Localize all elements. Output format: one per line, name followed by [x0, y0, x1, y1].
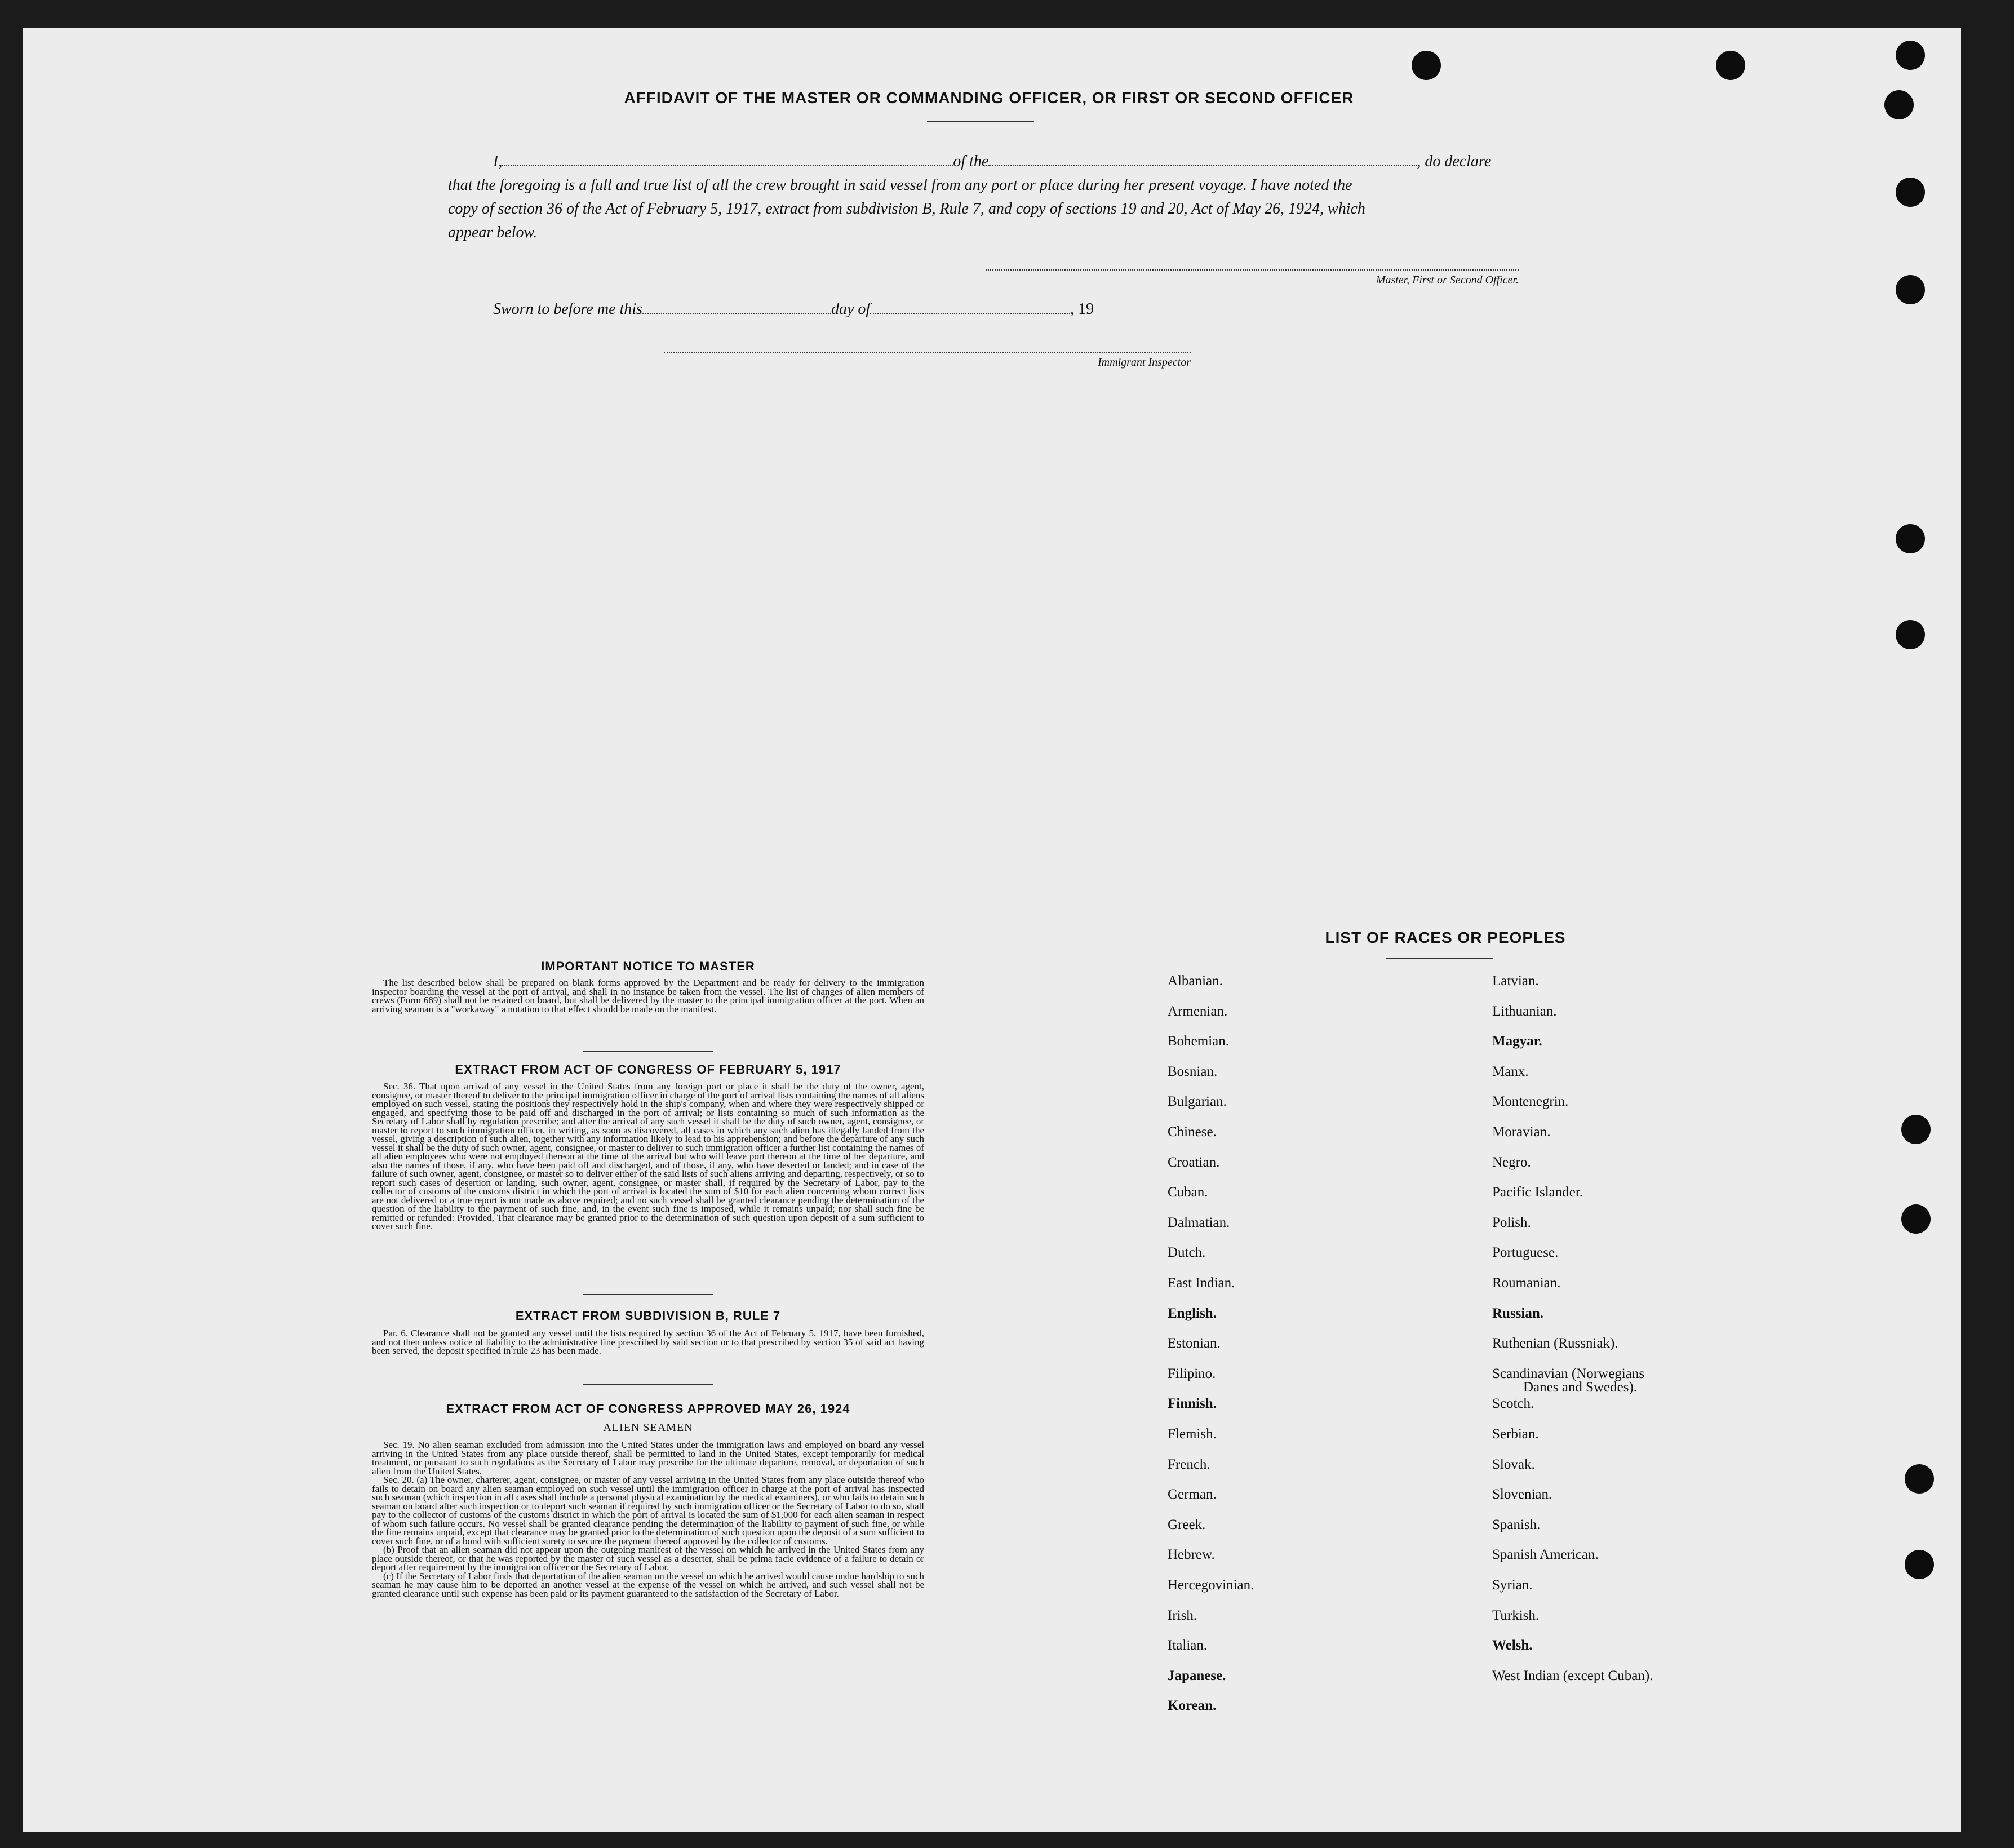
race-item: Spanish American.: [1492, 1547, 1599, 1563]
year-label: , 19: [1070, 300, 1094, 318]
extract-rule7-text: [372, 1329, 924, 1355]
race-item: Portuguese.: [1492, 1245, 1559, 1261]
divider: [1386, 958, 1493, 959]
sworn-day-field[interactable]: [642, 313, 831, 314]
punch-hole: [1896, 178, 1925, 207]
punch-hole: [1896, 524, 1925, 553]
punch-hole: [1905, 1550, 1934, 1579]
race-item: Dutch.: [1168, 1245, 1206, 1261]
race-item: Dalmatian.: [1168, 1215, 1230, 1230]
affidavit-line-1: [448, 150, 1527, 174]
i-label: I,: [493, 153, 503, 170]
race-item: Pacific Islander.: [1492, 1185, 1583, 1200]
race-item: Bulgarian.: [1168, 1094, 1227, 1110]
race-item: Finnish.: [1168, 1396, 1217, 1412]
punch-hole: [1896, 620, 1925, 649]
race-item: Syrian.: [1492, 1577, 1533, 1593]
race-item: Bohemian.: [1168, 1034, 1230, 1049]
punch-hole: [1716, 51, 1745, 80]
race-item: Moravian.: [1492, 1124, 1551, 1140]
race-item: Slovenian.: [1492, 1487, 1552, 1503]
vessel-field[interactable]: [988, 165, 1417, 166]
punch-hole: [1896, 41, 1925, 70]
race-item: Cuban.: [1168, 1185, 1208, 1200]
race-item: Hebrew.: [1168, 1547, 1215, 1563]
divider: [583, 1384, 713, 1385]
race-item: Korean.: [1168, 1698, 1217, 1714]
section-36-paragraph: Sec. 36. That upon arrival of any vessel in the United States from any foreign port or place it shall be the duty of the owner, agent, consignee, or master thereof to deliver to the principal immigration officer in charge of the port of arrival lists containing the names of all aliens employed on such vessel, stating the positions they respectively hold in the ship's company, when and where they were respectively shipped or engaged, and specifying those to be paid off and discharged in the port of arrival; or lists containing so much of such information as the Secretary of Labor shall by regulation prescribe; and after the arrival of any such vessel it shall be the duty of such owner, agent, consignee, or master to report to such immigration officer, in writing, as soon as discovered, all cases in which any such alien has illegally landed from the vessel, giving a description of such alien, together with any information likely to lead to his apprehension; and before the departure of any such vessel it shall be the duty of such owner, agent, consignee, or master to deliver to such immigration officer a further list containing the names of all alien employees who were not employed thereon at the time of the arrival but who will leave port thereon at the time of her departure, and also the names of those, if any, who have been paid off and discharged, and of those, if any, who have deserted or landed; and in case of the failure of such owner, agent, consignee, or master so to deliver either of the said lists of such aliens arriving and departing, respectively, or so to report such cases of desertion or landing, such owner, agent, consignee, or master shall, if required by the Secretary of Labor, pay to the collector of customs of the customs district in which the port of arrival is located the sum of $10 for each alien concerning whom correct lists are not delivered or a true report is not made as above required; and no such vessel shall be granted clearance pending the determination of the question of the liability to the payment of such fine, and, in the event such fine is imposed, while it remains unpaid; nor shall such fine be remitted or refunded: Provided, That clearance may be granted prior to the determination of such question upon deposit of a sum sufficient to cover such fine.: [372, 1081, 924, 1231]
affidavit-line-4: appear below.: [448, 224, 538, 241]
signer-label: Master, First or Second Officer.: [1376, 274, 1519, 286]
race-item: Greek.: [1168, 1517, 1206, 1532]
day-of-label: day of: [831, 300, 871, 318]
section-20b-paragraph: (b) Proof that an alien seaman did not appear upon the outgoing manifest of the vessel on which he arrived in the United States from any place outside thereof, or that he was reported by the master of such vessel as a deserter, shall be prima facie evidence of a failure to detain or deport after requirement by the immigration officer or the Secretary of Labor.: [372, 1544, 924, 1572]
divider: [583, 1051, 713, 1052]
divider: [927, 121, 1034, 122]
name-field[interactable]: [502, 165, 953, 166]
punch-hole: [1896, 275, 1925, 304]
race-item: Magyar.: [1492, 1034, 1542, 1049]
sworn-month-field[interactable]: [870, 313, 1070, 314]
notice-title: IMPORTANT NOTICE TO MASTER: [541, 959, 755, 973]
races-title: LIST OF RACES OR PEOPLES: [1325, 929, 1566, 946]
race-item: Hercegovinian.: [1168, 1577, 1254, 1593]
extract-1917-title: EXTRACT FROM ACT OF CONGRESS OF FEBRUARY 5, 1917: [455, 1062, 841, 1076]
race-item: Scotch.: [1492, 1396, 1534, 1412]
inspector-label: Immigrant Inspector: [1098, 356, 1191, 369]
affidavit-line-2: that the foregoing is a full and true list of all the crew brought in said vessel from any port or place during her present voyage. I have noted the: [448, 176, 1352, 194]
punch-hole: [1412, 51, 1441, 80]
of-the-label: of the: [953, 153, 989, 170]
punch-hole: [1901, 1204, 1931, 1234]
race-item: East Indian.: [1168, 1275, 1235, 1291]
race-item: Montenegrin.: [1492, 1094, 1569, 1110]
race-item: West Indian (except Cuban).: [1492, 1668, 1653, 1683]
notice-text: [372, 978, 924, 1013]
extract-1924-title: EXTRACT FROM ACT OF CONGRESS APPROVED MAY 26, 1924: [446, 1402, 850, 1416]
divider: [583, 1294, 713, 1295]
race-item: Danes and Swedes).: [1523, 1379, 1638, 1395]
race-item: Japanese.: [1168, 1668, 1226, 1683]
race-item: Estonian.: [1168, 1336, 1221, 1351]
race-item: Russian.: [1492, 1305, 1544, 1321]
race-item: Bosnian.: [1168, 1063, 1218, 1079]
sworn-line: [493, 298, 1094, 321]
punch-hole: [1905, 1464, 1934, 1494]
do-declare-label: , do declare: [1417, 153, 1492, 170]
race-item: Flemish.: [1168, 1426, 1217, 1442]
punch-hole: [1884, 90, 1914, 119]
race-item: Negro.: [1492, 1154, 1531, 1170]
race-item: Slovak.: [1492, 1456, 1535, 1472]
race-item: English.: [1168, 1305, 1217, 1321]
section-19-paragraph: Sec. 19. No alien seaman excluded from admission into the United States under the immigration laws and employed on board any vessel arriving in the United States from any place outside thereof, shall be permitted to land in the United States, except temporarily for medical treatment, or pursuant to such regulations as the Secretary of Labor may prescribe for the ultimate departure, removal, or deportation of such alien from the United States.: [372, 1439, 924, 1477]
race-item: Turkish.: [1492, 1607, 1540, 1623]
race-item: Roumanian.: [1492, 1275, 1561, 1291]
race-item: Welsh.: [1492, 1638, 1533, 1654]
extract-1924-subtitle: ALIEN SEAMEN: [603, 1421, 693, 1434]
punch-hole: [1901, 1115, 1931, 1144]
section-20a-paragraph: Sec. 20. (a) The owner, charterer, agent, consignee, or master of any vessel arriving in the United States from any place outside thereof who fails to detain on board any alien seaman employed on such vessel until the immigration officer in charge at the port of arrival has inspected such seaman (which inspection in all cases shall include a personal physical examination by the medical examiners), or who fails to detain such seaman on board after such inspection or to deport such seaman if required by such immigration officer or the Secretary of Labor to do so, shall pay to the collector of customs of the customs district in which the port of arrival is located the sum of $1,000 for each alien seaman in respect of whom such failure occurs. No vessel shall be granted clearance pending the determination of the liability to payment of such fine, or while the fine remains unpaid, except that clearance may be granted prior to the determination of such question upon the deposit of a sum sufficient to cover such fine, or of a bond with sufficient surety to secure the payment thereof approved by the collector of customs.: [372, 1474, 924, 1546]
sworn-label: Sworn to before me this: [493, 300, 642, 318]
extract-1924-text: [372, 1441, 924, 1598]
notice-paragraph: The list described below shall be prepared on blank forms approved by the Department and be ready for delivery to the immigration inspector boarding the vessel at the port of arrival, and shall in no instance be taken from the vessel. The list of changes of alien members of crews (Form 689) shall not be retained on board, but shall be delivered by the master to the principal immigration officer at the port. When an arriving seaman is a "workaway" a notation to that effect should be made on the manifest.: [372, 977, 924, 1014]
affidavit-line-3: copy of section 36 of the Act of February 5, 1917, extract from subdivision B, Rule 7, and copy of sections 19 and 20, Act of May 26, 1924, which: [448, 200, 1365, 218]
race-item: Lithuanian.: [1492, 1003, 1557, 1019]
race-item: Filipino.: [1168, 1366, 1216, 1381]
race-item: Irish.: [1168, 1607, 1197, 1623]
race-item: Scandinavian (Norwegians: [1492, 1366, 1645, 1381]
race-item: Ruthenian (Russniak).: [1492, 1336, 1618, 1351]
race-item: Chinese.: [1168, 1124, 1217, 1140]
race-item: Serbian.: [1492, 1426, 1539, 1442]
race-item: Latvian.: [1492, 973, 1539, 989]
race-item: Spanish.: [1492, 1517, 1541, 1532]
race-item: Armenian.: [1168, 1003, 1228, 1019]
race-item: German.: [1168, 1487, 1217, 1503]
extract-1917-text: [372, 1082, 924, 1231]
signature-line[interactable]: [986, 269, 1519, 271]
race-item: Polish.: [1492, 1215, 1531, 1230]
race-item: Italian.: [1168, 1638, 1208, 1654]
race-item: Croatian.: [1168, 1154, 1220, 1170]
affidavit-title: AFFIDAVIT OF THE MASTER OR COMMANDING OFFICER, OR FIRST OR SECOND OFFICER: [624, 89, 1354, 107]
race-item: French.: [1168, 1456, 1210, 1472]
race-item: Manx.: [1492, 1063, 1529, 1079]
paragraph-6: Par. 6. Clearance shall not be granted any vessel until the lists required by section 36 of the Act of February 5, 1917, have been furnished, and not then unless notice of liability to the administrative fine prescribed by said section or to that prescribed by section 35 of said act having been served, the deposit specified in rule 23 has been made.: [372, 1328, 924, 1356]
affidavit-text: [448, 150, 1527, 245]
section-20c-paragraph: (c) If the Secretary of Labor finds that deportation of the alien seaman on the vessel on which he arrived would cause undue hardship to such seaman he may cause him to be deported an another vessel at the expense of the vessel on which he arrived, and such vessel shall not be granted clearance until such expense has been paid or its payment guaranteed to the satisfaction of the Secretary of Labor.: [372, 1570, 924, 1599]
extract-rule7-title: EXTRACT FROM SUBDIVISION B, RULE 7: [515, 1309, 781, 1323]
inspector-signature-line[interactable]: [664, 352, 1191, 353]
race-item: Albanian.: [1168, 973, 1223, 989]
